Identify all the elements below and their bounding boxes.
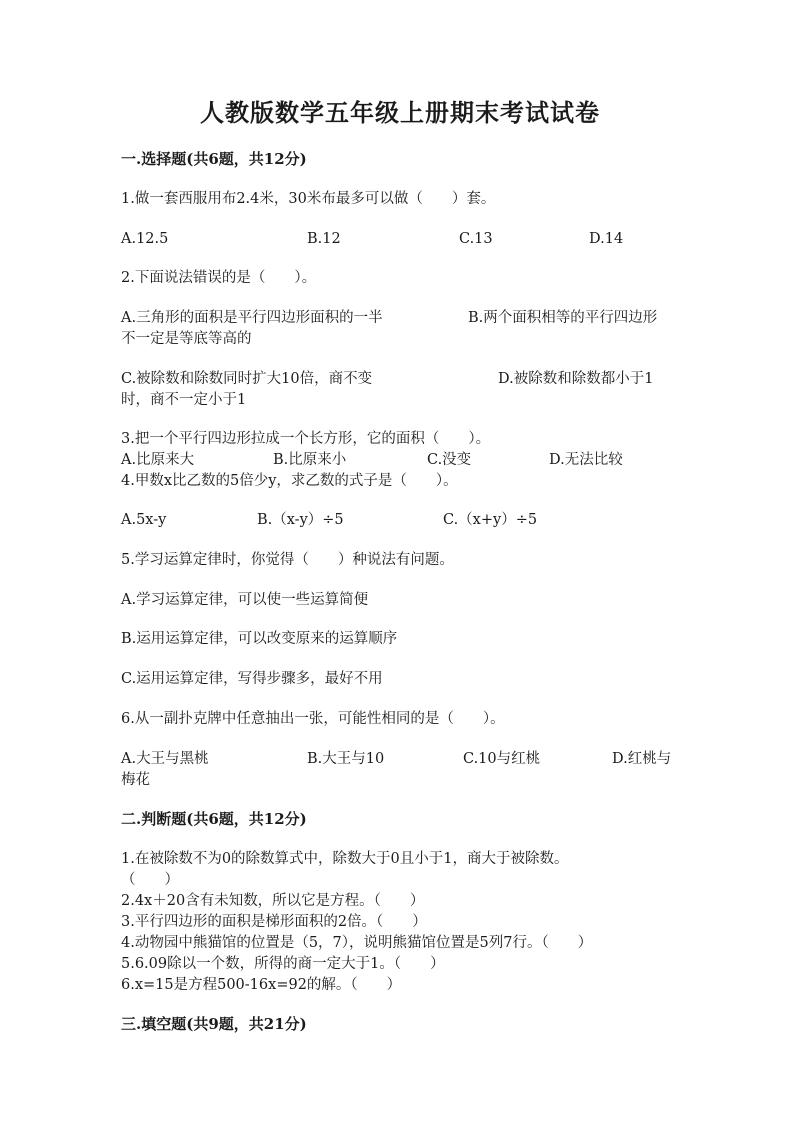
question-3-option-c: C.没变 (427, 452, 472, 468)
question-2-option-c: C.被除数和除数同时扩大10倍，商不变 (121, 371, 373, 387)
question-2-stem: 2.下面说法错误的是（ ）。 (121, 270, 317, 286)
question-5-option-b: B.运用运算定律，可以改变原来的运算顺序 (121, 631, 398, 647)
question-2-option-a: A.三角形的面积是平行四边形面积的一半 (121, 310, 383, 326)
judgement-item: （ ） (121, 872, 179, 888)
question-6-option-wrap: 梅花 (121, 772, 150, 788)
question-2-option-d: D.被除数和除数都小于1 (498, 371, 654, 387)
question-2-option-b: B.两个面积相等的平行四边形 (468, 310, 658, 326)
question-5-stem: 5.学习运算定律时，你觉得（ ）种说法有问题。 (121, 552, 454, 568)
question-4-option-c: C.（x+y）÷5 (443, 512, 538, 528)
question-6-option-d: D.红桃与 (612, 751, 672, 767)
question-4-option-a: A.5x-y (121, 512, 167, 528)
question-5-option-c: C.运用运算定律，写得步骤多，最好不用 (121, 671, 383, 687)
judgement-item: 6.x=15是方程500-16x=92的解。（ ） (121, 977, 402, 993)
question-2-option-wrap-2: 时，商不一定小于1 (121, 392, 247, 408)
question-1-stem: 1.做一套西服用布2.4米，30米布最多可以做（ ）套。 (121, 191, 496, 207)
question-4-stem: 4.甲数x比乙数的5倍少y，求乙数的式子是（ ）。 (121, 473, 458, 489)
section-heading-fill-in: 三.填空题(共9题，共21分) (121, 1015, 307, 1033)
question-1-option-b: B.12 (307, 231, 341, 247)
question-2-option-wrap: 不一定是等底等高的 (121, 331, 252, 347)
judgement-item: 5.6.09除以一个数，所得的商一定大于1。（ ） (121, 956, 445, 972)
section-heading-judgement: 二.判断题(共6题，共12分) (121, 810, 307, 828)
question-6-option-c: C.10与红桃 (463, 751, 541, 767)
question-3-option-a: A.比原来大 (121, 452, 195, 468)
question-1-option-a: A.12.5 (121, 231, 169, 247)
question-4-option-b: B.（x-y）÷5 (257, 512, 344, 528)
question-3-option-b: B.比原来小 (273, 452, 347, 468)
judgement-item: 4.动物园中熊猫馆的位置是（5，7），说明熊猫馆位置是5列7行。（ ） (121, 935, 593, 951)
question-1-option-c: C.13 (459, 231, 493, 247)
judgement-item: 3.平行四边形的面积是梯形面积的2倍。（ ） (121, 914, 427, 930)
question-6-option-a: A.大王与黑桃 (121, 751, 209, 767)
question-3-option-d: D.无法比较 (549, 452, 623, 468)
question-5-option-a: A.学习运算定律，可以使一些运算简便 (121, 592, 369, 608)
question-6-option-b: B.大王与10 (307, 751, 385, 767)
judgement-item: 1.在被除数不为0的除数算式中，除数大于0且小于1，商大于被除数。 (121, 851, 569, 867)
question-3-stem: 3.把一个平行四边形拉成一个长方形，它的面积（ ）。 (121, 431, 491, 447)
page-title: 人教版数学五年级上册期末考试试卷 (200, 98, 600, 127)
judgement-item: 2.4x＋20含有未知数，所以它是方程。（ ） (121, 893, 425, 909)
question-1-option-d: D.14 (589, 231, 624, 247)
section-heading-choice: 一.选择题(共6题，共12分) (121, 150, 307, 168)
question-6-stem: 6.从一副扑克牌中任意抽出一张，可能性相同的是（ ）。 (121, 711, 505, 727)
